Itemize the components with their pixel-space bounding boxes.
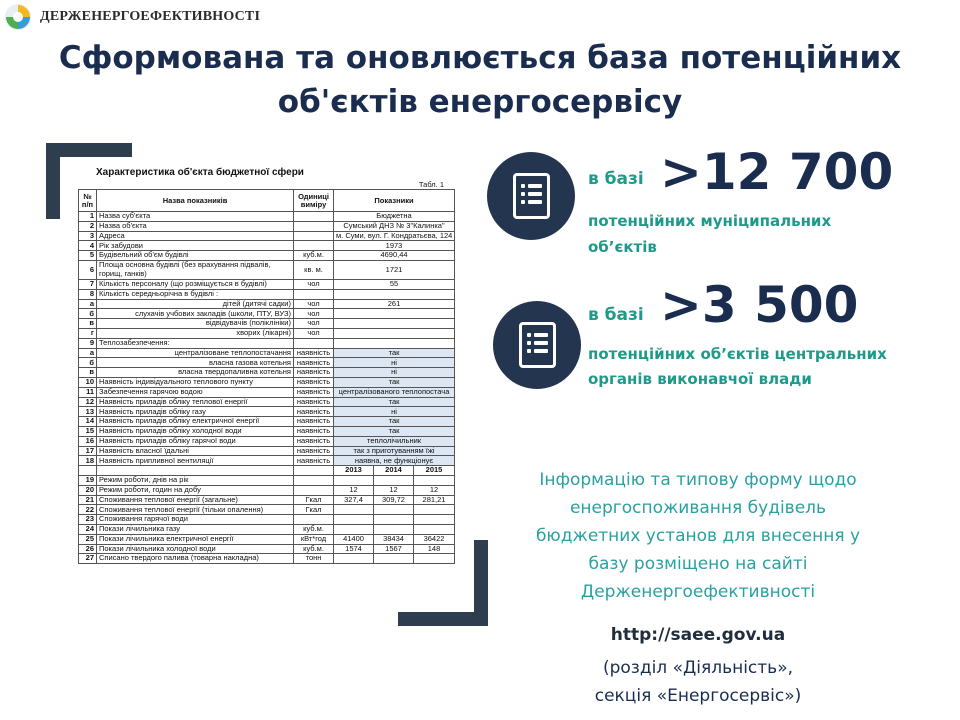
table-row <box>79 377 455 387</box>
row-value: так <box>334 348 455 358</box>
header-values: Показники <box>334 190 455 212</box>
stat-2-prefix: в базі <box>588 305 644 325</box>
row-year-value: 41400 <box>334 534 374 544</box>
row-number: 23 <box>79 515 97 525</box>
row-unit: наявність <box>294 446 334 456</box>
title-line-1: Сформована та оновлюється база потенційних <box>58 40 902 76</box>
characteristics-table <box>78 189 455 564</box>
row-name: Списано твердого палива (товарна накладна) <box>97 554 294 564</box>
row-unit: кВт*год <box>294 534 334 544</box>
row-number: 15 <box>79 426 97 436</box>
logo-text: ДЕРЖЕНЕРГОЕФЕКТИВНОСТІ <box>40 9 261 24</box>
row-unit <box>294 231 334 241</box>
row-year-value <box>414 524 455 534</box>
row-value: так <box>334 426 455 436</box>
row-value: наявна, не функціонує <box>334 456 455 466</box>
stat-1-prefix: в базі <box>588 169 644 189</box>
website-link[interactable]: http://saee.gov.ua <box>610 625 786 645</box>
row-number: 18 <box>79 456 97 466</box>
document-table-number: Табл. 1 <box>418 180 444 189</box>
row-unit: чол <box>294 328 334 338</box>
row-name: Теплозабезпечення: <box>97 338 294 348</box>
row-value <box>334 319 455 329</box>
row-name: Споживання гарячої води <box>97 515 294 525</box>
row-name: Наявність власної їдальні <box>97 446 294 456</box>
row-number: а <box>79 348 97 358</box>
row-unit: наявність <box>294 387 334 397</box>
row-year-value <box>414 505 455 515</box>
year-spacer-num <box>79 466 97 476</box>
row-value: так з приготуванням їжі <box>334 446 455 456</box>
row-number: б <box>79 309 97 319</box>
row-value: 1973 <box>334 241 455 251</box>
table-row <box>79 407 455 417</box>
stat-1-number: >12 700 <box>660 143 894 201</box>
header-unit: Одиниці виміру <box>294 190 334 212</box>
row-year-value <box>374 475 414 485</box>
year-spacer-name <box>97 466 294 476</box>
row-name: хворих (лікарні) <box>97 328 294 338</box>
row-value: теплолічильник <box>334 436 455 446</box>
row-number: 11 <box>79 387 97 397</box>
row-value <box>334 338 455 348</box>
row-name: Адреса <box>97 231 294 241</box>
header-num: № п/п <box>79 190 97 212</box>
row-number: 22 <box>79 505 97 515</box>
row-unit: наявність <box>294 358 334 368</box>
table-row <box>79 534 455 544</box>
row-value <box>334 328 455 338</box>
table-row <box>79 554 455 564</box>
row-name: Назва об'єкта <box>97 221 294 231</box>
row-year-value <box>374 554 414 564</box>
row-year-value: 1567 <box>374 544 414 554</box>
row-name: Кількість персоналу (що розміщується в будівлі) <box>97 279 294 289</box>
table-row <box>79 417 455 427</box>
row-number: 14 <box>79 417 97 427</box>
row-number: г <box>79 328 97 338</box>
year-header: 2014 <box>374 466 414 476</box>
row-year-value <box>374 524 414 534</box>
row-unit: наявність <box>294 407 334 417</box>
row-number: 3 <box>79 231 97 241</box>
years-header-row <box>79 466 455 476</box>
row-number: 20 <box>79 485 97 495</box>
row-number: 13 <box>79 407 97 417</box>
stat-2-desc-line-2: органів виконавчої влади <box>588 370 812 388</box>
row-name: Покази лічильника холодної води <box>97 544 294 554</box>
table-row <box>79 446 455 456</box>
table-row <box>79 515 455 525</box>
row-number: а <box>79 299 97 309</box>
row-unit <box>294 289 334 299</box>
document-list-icon <box>519 322 556 368</box>
row-value: 55 <box>334 279 455 289</box>
row-name: Назва суб'єкта <box>97 212 294 222</box>
row-unit: наявність <box>294 368 334 378</box>
row-year-value: 12 <box>334 485 374 495</box>
year-header: 2015 <box>414 466 455 476</box>
row-number: 8 <box>79 289 97 299</box>
row-unit <box>294 485 334 495</box>
row-unit: куб.м. <box>294 524 334 534</box>
year-header: 2013 <box>334 466 374 476</box>
row-unit <box>294 241 334 251</box>
row-unit <box>294 212 334 222</box>
table-row <box>79 241 455 251</box>
row-year-value: 148 <box>414 544 455 554</box>
row-number: 1 <box>79 212 97 222</box>
row-name: Покази лічильника газу <box>97 524 294 534</box>
row-number: 12 <box>79 397 97 407</box>
row-number: 24 <box>79 524 97 534</box>
row-unit: Гкал <box>294 495 334 505</box>
row-year-value: 327,4 <box>334 495 374 505</box>
table-row <box>79 328 455 338</box>
section-reference <box>508 654 888 710</box>
table-row <box>79 309 455 319</box>
table-row <box>79 436 455 446</box>
table-row <box>79 251 455 261</box>
row-name: Наявність приладів обліку холодної води <box>97 426 294 436</box>
document-list-icon <box>513 173 550 219</box>
row-name: Наявність приладів обліку гарячої води <box>97 436 294 446</box>
row-value: так <box>334 377 455 387</box>
row-unit: наявність <box>294 417 334 427</box>
row-name: Покази лічильника електричної енергії <box>97 534 294 544</box>
document-table-image <box>76 166 454 591</box>
row-name: Наявність приладів обліку електричної енергії <box>97 417 294 427</box>
row-year-value <box>334 554 374 564</box>
frame-corner-bottom-right-v <box>474 540 488 626</box>
title-line-2: об'єктів енергосервісу <box>277 84 683 120</box>
document-title: Характеристика об'єкта бюджетної сфери <box>96 167 304 178</box>
table-row <box>79 544 455 554</box>
row-year-value <box>414 554 455 564</box>
row-name: Споживання теплової енергії (загальне) <box>97 495 294 505</box>
row-year-value: 36422 <box>414 534 455 544</box>
row-unit: Гкал <box>294 505 334 515</box>
row-year-value <box>334 505 374 515</box>
stat-1-desc-line-1: потенційних муніципальних <box>588 212 832 230</box>
row-name: Режим роботи, годин на добу <box>97 485 294 495</box>
row-unit: куб.м. <box>294 251 334 261</box>
row-value: так <box>334 417 455 427</box>
row-number: 5 <box>79 251 97 261</box>
row-number: 4 <box>79 241 97 251</box>
logo-emblem-icon <box>4 3 32 31</box>
table-row <box>79 368 455 378</box>
table-row <box>79 289 455 299</box>
row-year-value <box>334 524 374 534</box>
table-row <box>79 212 455 222</box>
table-row <box>79 358 455 368</box>
table-row <box>79 387 455 397</box>
table-row <box>79 495 455 505</box>
year-spacer-unit <box>294 466 334 476</box>
row-year-value: 309,72 <box>374 495 414 505</box>
info-line-4: базу розміщено на сайті <box>588 554 808 574</box>
row-unit: тонн <box>294 554 334 564</box>
row-value: ні <box>334 368 455 378</box>
row-name: централізоване теплопостачання <box>97 348 294 358</box>
row-name: Рік забудови <box>97 241 294 251</box>
row-year-value: 1574 <box>334 544 374 554</box>
info-line-3: бюджетних установ для внесення у <box>535 526 861 546</box>
row-number: 25 <box>79 534 97 544</box>
row-value: ні <box>334 407 455 417</box>
table-row <box>79 299 455 309</box>
row-year-value: 38434 <box>374 534 414 544</box>
table-row <box>79 338 455 348</box>
row-year-value: 12 <box>414 485 455 495</box>
row-number: 21 <box>79 495 97 505</box>
row-value <box>334 289 455 299</box>
row-number: 17 <box>79 446 97 456</box>
row-name: Наявність припливної вентиляції <box>97 456 294 466</box>
table-row <box>79 524 455 534</box>
table-row <box>79 319 455 329</box>
row-year-value <box>374 515 414 525</box>
table-row <box>79 231 455 241</box>
row-value: 261 <box>334 299 455 309</box>
row-unit: наявність <box>294 436 334 446</box>
row-unit <box>294 475 334 485</box>
row-unit: кв. м. <box>294 260 334 279</box>
table-row <box>79 397 455 407</box>
info-line-2: енергоспоживання будівель <box>569 498 827 518</box>
row-value <box>334 309 455 319</box>
table-row <box>79 426 455 436</box>
row-year-value: 12 <box>374 485 414 495</box>
row-number: 9 <box>79 338 97 348</box>
row-name: Споживання теплової енергії (тільки опалення) <box>97 505 294 515</box>
row-number: 19 <box>79 475 97 485</box>
row-unit: наявність <box>294 377 334 387</box>
row-name: Наявність приладів обліку газу <box>97 407 294 417</box>
row-name: Кількість середньорічна в будівлі : <box>97 289 294 299</box>
table-row <box>79 475 455 485</box>
stat-1-desc-line-2: об’єктів <box>588 238 657 256</box>
row-name: власна твердопаливна котельня <box>97 368 294 378</box>
table-row <box>79 221 455 231</box>
row-value: Сумський ДНЗ № 3"Калинка" <box>334 221 455 231</box>
row-unit <box>294 338 334 348</box>
stat-icon-circle-1 <box>487 152 575 240</box>
header-name: Назва показників <box>97 190 294 212</box>
info-text <box>508 466 888 606</box>
row-number: 16 <box>79 436 97 446</box>
row-unit: чол <box>294 319 334 329</box>
row-number: в <box>79 368 97 378</box>
row-unit: наявність <box>294 348 334 358</box>
info-line-1: Інформацію та типову форму щодо <box>539 470 857 490</box>
row-number: в <box>79 319 97 329</box>
stat-2-desc-line-1: потенційних об’єктів центральних <box>588 345 887 363</box>
section-line-1: (розділ «Діяльність», <box>602 658 794 678</box>
row-number: 2 <box>79 221 97 231</box>
stat-icon-circle-2 <box>493 301 581 389</box>
row-name: Будівельний об'єм будівлі <box>97 251 294 261</box>
row-name: власна газова котельня <box>97 358 294 368</box>
row-value: м. Суми, вул. Г. Кондратьєва, 124 <box>334 231 455 241</box>
frame-corner-top-left-v <box>46 143 60 219</box>
table-row <box>79 505 455 515</box>
info-line-5: Держенергоефективності <box>580 582 816 602</box>
row-value: Бюджетна <box>334 212 455 222</box>
row-value: 4690,44 <box>334 251 455 261</box>
row-number: 26 <box>79 544 97 554</box>
row-number: б <box>79 358 97 368</box>
row-year-value <box>414 475 455 485</box>
section-line-2: секція «Енергосервіс») <box>594 686 802 706</box>
row-name: відвідувачів (поліклініки) <box>97 319 294 329</box>
row-unit: чол <box>294 279 334 289</box>
stat-2-number: >3 500 <box>660 276 859 334</box>
row-name: Режим роботи, днів на рік <box>97 475 294 485</box>
row-year-value <box>334 515 374 525</box>
row-number: 10 <box>79 377 97 387</box>
table-row <box>79 260 455 279</box>
row-unit: наявність <box>294 456 334 466</box>
row-year-value <box>414 515 455 525</box>
row-unit <box>294 515 334 525</box>
table-row <box>79 456 455 466</box>
table-header-row <box>79 190 455 212</box>
row-unit: наявність <box>294 397 334 407</box>
row-number: 7 <box>79 279 97 289</box>
row-unit: чол <box>294 299 334 309</box>
row-value: так <box>334 397 455 407</box>
row-unit: наявність <box>294 426 334 436</box>
table-row <box>79 279 455 289</box>
table-row <box>79 485 455 495</box>
row-value: ні <box>334 358 455 368</box>
row-name: слухачів учбових закладів (школи, ПТУ, ВУЗ) <box>97 309 294 319</box>
row-year-value: 281,21 <box>414 495 455 505</box>
row-unit: чол <box>294 309 334 319</box>
logo <box>4 2 260 32</box>
row-unit: куб.м. <box>294 544 334 554</box>
row-name: Наявність приладів обліку теплової енергії <box>97 397 294 407</box>
row-name: Площа основна будівлі (без врахування підвалів, горищ, ганків) <box>97 260 294 279</box>
page-title <box>0 36 960 124</box>
row-name: Наявність індивідуального теплового пункту <box>97 377 294 387</box>
row-value: 1721 <box>334 260 455 279</box>
row-name: дітей (дитячі садки) <box>97 299 294 309</box>
row-number: 6 <box>79 260 97 279</box>
row-year-value <box>374 505 414 515</box>
row-unit <box>294 221 334 231</box>
row-name: Забезпечення гарячою водою <box>97 387 294 397</box>
row-number: 27 <box>79 554 97 564</box>
row-year-value <box>334 475 374 485</box>
table-row <box>79 348 455 358</box>
row-value: централізованого теплопостача <box>334 387 455 397</box>
